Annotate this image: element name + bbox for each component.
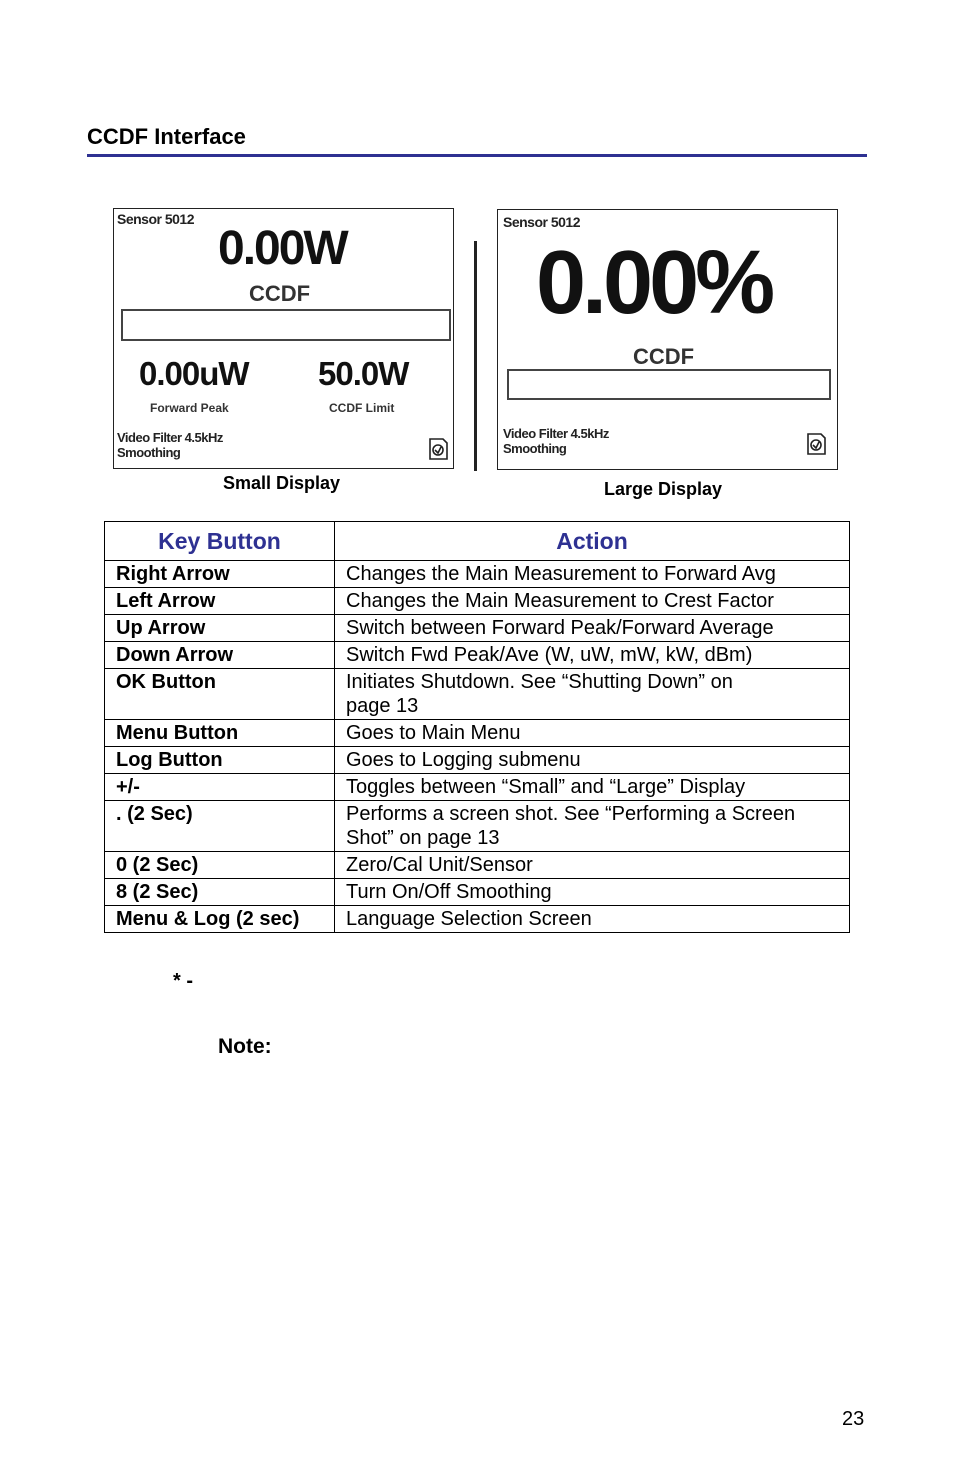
measurement-bar: [507, 369, 831, 400]
table-header-row: [105, 522, 850, 561]
table-row: [105, 642, 850, 669]
key-button-table: [104, 521, 850, 933]
filter-status: [117, 430, 223, 460]
smoothing-icon: [805, 432, 827, 456]
action-cell: Toggles between “Small” and “Large” Display: [335, 774, 850, 801]
table-row: [105, 879, 850, 906]
small-display-screen: [113, 208, 454, 469]
action-cell: Language Selection Screen: [335, 906, 850, 933]
ccdf-limit-label: CCDF Limit: [329, 401, 395, 415]
action-cell: Zero/Cal Unit/Sensor: [335, 852, 850, 879]
mode-label: CCDF: [633, 344, 695, 369]
key-button-header: Key Button: [105, 522, 335, 561]
action-cell: Performs a screen shot. See “Performing a Screen Shot” on page 13: [335, 801, 850, 852]
table-row: [105, 906, 850, 933]
smoothing-label: Smoothing: [117, 445, 181, 460]
footnote-marker: * -: [173, 970, 193, 992]
table-row: [105, 852, 850, 879]
page-number: 23: [842, 1408, 865, 1430]
table-row: [105, 561, 850, 588]
key-cell: 8 (2 Sec): [105, 879, 335, 906]
key-cell: . (2 Sec): [105, 801, 335, 852]
section-rule: [87, 154, 867, 157]
display-divider: [474, 241, 477, 471]
sensor-label: Sensor 5012: [503, 214, 580, 230]
section-title: CCDF Interface: [87, 124, 246, 149]
table-row: [105, 774, 850, 801]
action-cell: Turn On/Off Smoothing: [335, 879, 850, 906]
action-cell: Changes the Main Measurement to Crest Factor: [335, 588, 850, 615]
video-filter-label: Video Filter 4.5kHz: [117, 430, 223, 445]
table-row: [105, 669, 850, 720]
action-header: Action: [335, 522, 850, 561]
sensor-label: Sensor 5012: [117, 211, 194, 227]
action-cell: Changes the Main Measurement to Forward Avg: [335, 561, 850, 588]
forward-peak-label: Forward Peak: [150, 401, 229, 415]
key-cell: Left Arrow: [105, 588, 335, 615]
mode-label: CCDF: [249, 281, 311, 306]
action-cell: Switch Fwd Peak/Ave (W, uW, mW, kW, dBm): [335, 642, 850, 669]
smoothing-icon: [427, 437, 449, 461]
action-cell: Initiates Shutdown. See “Shutting Down” on page 13: [335, 669, 850, 720]
key-cell: OK Button: [105, 669, 335, 720]
ccdf-limit-value: 50.0W: [318, 355, 409, 392]
table-row: [105, 747, 850, 774]
note-label: Note:: [218, 1035, 272, 1058]
action-cell: Goes to Logging submenu: [335, 747, 850, 774]
measurement-bar: [121, 309, 451, 341]
large-display-caption: Large Display: [604, 479, 723, 499]
action-cell: Switch between Forward Peak/Forward Average: [335, 615, 850, 642]
key-cell: 0 (2 Sec): [105, 852, 335, 879]
video-filter-label: Video Filter 4.5kHz: [503, 426, 609, 441]
filter-status: [503, 426, 609, 456]
table-row: [105, 801, 850, 852]
smoothing-label: Smoothing: [503, 441, 567, 456]
large-display-screen: [497, 209, 838, 470]
key-cell: Up Arrow: [105, 615, 335, 642]
table-row: [105, 588, 850, 615]
key-cell: Menu & Log (2 sec): [105, 906, 335, 933]
main-measurement: 0.00W: [218, 222, 347, 275]
key-cell: Down Arrow: [105, 642, 335, 669]
key-cell: Menu Button: [105, 720, 335, 747]
forward-peak-value: 0.00uW: [139, 355, 249, 392]
table-row: [105, 720, 850, 747]
key-cell: Right Arrow: [105, 561, 335, 588]
action-cell: Goes to Main Menu: [335, 720, 850, 747]
small-display-caption: Small Display: [223, 473, 341, 493]
key-cell: +/-: [105, 774, 335, 801]
table-row: [105, 615, 850, 642]
key-cell: Log Button: [105, 747, 335, 774]
main-measurement: 0.00%: [536, 233, 772, 333]
